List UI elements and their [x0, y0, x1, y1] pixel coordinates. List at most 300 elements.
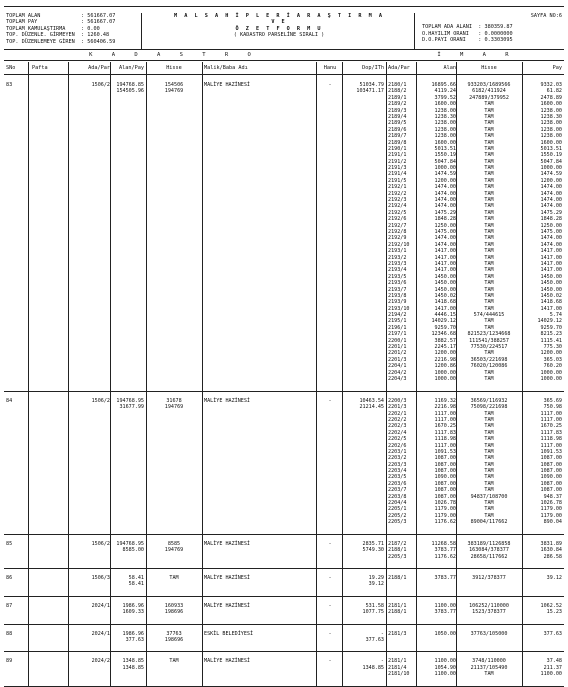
imar-value: 3882.57 — [434, 337, 456, 344]
imar-label: İ M A R — [437, 52, 517, 58]
column-headers — [4, 62, 564, 75]
imar-value: 2193/4 — [388, 267, 407, 274]
cell-imar-alan — [418, 631, 456, 637]
cell-imar-pay — [524, 398, 562, 526]
total-value: : 0.00 — [80, 25, 100, 32]
imar-value: 1238.00 — [434, 107, 456, 114]
imar-value: TAM — [484, 506, 494, 513]
imar-value: 1238.00 — [540, 120, 562, 127]
imar-value: TAM — [484, 487, 494, 494]
imar-value: 5.74 — [549, 312, 562, 319]
imar-value: 2202/5 — [388, 436, 407, 443]
ratio-label: O.HAYILIM ORANI — [422, 30, 479, 37]
imar-value: 1115.41 — [540, 337, 562, 344]
imar-value: 76020/120086 — [470, 363, 508, 370]
imar-value: 36503/221698 — [470, 356, 508, 363]
imar-value: 1474.00 — [540, 203, 562, 210]
imar-value: 1417.00 — [434, 254, 456, 261]
imar-value: 286.58 — [543, 553, 562, 560]
records-table — [4, 76, 564, 687]
imar-value: 2192/8 — [388, 228, 407, 235]
imar-value: 1062.52 — [540, 602, 562, 609]
imar-value: 1090.00 — [434, 474, 456, 481]
cell-imar-pay — [524, 82, 562, 382]
ratio-block — [422, 13, 562, 44]
imar-value: 2189/6 — [388, 126, 407, 133]
imar-value: 2181/1 — [388, 658, 407, 665]
column-divider — [386, 62, 387, 687]
imar-value: 2192/6 — [388, 216, 407, 223]
imar-value: 365.03 — [543, 356, 562, 363]
cell-imar-hisse — [456, 398, 522, 526]
imar-value: 1000.00 — [434, 375, 456, 382]
cell-hanu: - — [328, 540, 332, 547]
imar-value: 1475.00 — [434, 228, 456, 235]
imar-value: 1179.00 — [434, 506, 456, 513]
imar-value: TAM — [484, 165, 494, 172]
imar-value: 2190/1 — [388, 145, 407, 152]
imar-value: 1087.00 — [434, 455, 456, 462]
imar-value: TAM — [484, 324, 494, 331]
cell-imar-ada-par — [388, 658, 418, 677]
column-header: Dop/ITh — [362, 65, 384, 71]
imar-value: 2245.17 — [434, 344, 456, 351]
imar-value: TAM — [484, 474, 494, 481]
imar-value: 1200.00 — [434, 350, 456, 357]
imar-value: 1417.00 — [540, 305, 562, 312]
imar-value: 1670.25 — [434, 423, 456, 430]
imar-value: 1117.00 — [434, 416, 456, 423]
imar-value: 21137/105490 — [470, 664, 508, 671]
imar-value: TAM — [484, 197, 494, 204]
imar-value: TAM — [484, 410, 494, 417]
imar-value: 1087.00 — [434, 461, 456, 468]
cell-alan-pay: 194768.95 31677.99 — [116, 397, 144, 411]
cell-hisse: 37763 198696 — [164, 630, 184, 643]
imar-value: 1474.00 — [540, 190, 562, 197]
imar-value: 1200.00 — [434, 177, 456, 184]
imar-value: 2205/3 — [388, 553, 407, 560]
imar-value: 2204/2 — [388, 369, 407, 376]
imar-value: TAM — [484, 203, 494, 210]
imar-value: 1176.62 — [434, 519, 456, 526]
imar-value: 1630.84 — [540, 547, 562, 554]
imar-value: TAM — [484, 158, 494, 165]
cell-hisse: 31678 194769 — [164, 397, 184, 411]
imar-value: 5013.51 — [540, 145, 562, 152]
imar-value: 2197/1 — [388, 331, 407, 338]
imar-value: 1474.00 — [540, 235, 562, 242]
imar-value: 1000.00 — [540, 375, 562, 382]
imar-value: 1026.78 — [434, 500, 456, 507]
imar-value: 2193/1 — [388, 248, 407, 255]
imar-value: 9259.70 — [540, 324, 562, 331]
imar-value: 1550.19 — [540, 152, 562, 159]
imar-value: 1600.00 — [540, 139, 562, 146]
imar-value: 2188/2 — [388, 88, 407, 95]
cell-imar-alan — [418, 541, 456, 560]
total-value: : 561667.07 — [80, 19, 116, 26]
column-header: Alan — [443, 65, 456, 71]
imar-value: 2191/1 — [388, 152, 407, 159]
imar-value: TAM — [484, 190, 494, 197]
imar-value: 1848.28 — [540, 216, 562, 223]
table-row — [4, 76, 564, 392]
cell-dop: 2835.71 5749.30 — [362, 540, 384, 554]
cell-imar-ada-par — [388, 575, 418, 581]
imar-value: 1417.00 — [434, 267, 456, 274]
imar-value: 2201/2 — [388, 350, 407, 357]
cell-imar-alan — [418, 398, 456, 526]
imar-value: 37.48 — [546, 658, 562, 665]
imar-value: 2189/3 — [388, 107, 407, 114]
imar-value: 1117.83 — [434, 429, 456, 436]
imar-value: 2193/2 — [388, 254, 407, 261]
total-label: TOPLAM ALAN — [6, 13, 81, 19]
imar-value: 1200.00 — [540, 350, 562, 357]
column-header: Alan/Pay — [119, 65, 144, 71]
ratio-value: : 380359.87 — [478, 24, 513, 31]
imar-value: 1450.00 — [540, 273, 562, 280]
column-header: Ada/Par — [388, 65, 410, 71]
cell-sno: 88 — [6, 630, 13, 637]
cell-hisse: TAM — [169, 574, 179, 581]
cell-alan-pay: 1986.96 377.63 — [122, 630, 144, 643]
table-row — [4, 652, 564, 686]
ratio-value: : 0.3303095 — [478, 37, 513, 44]
imar-value: 4446.15 — [434, 312, 456, 319]
imar-value: 1200.86 — [434, 363, 456, 370]
total-label: TOPLAM KAMULAŞTIRMA — [6, 25, 81, 32]
cell-imar-hisse — [456, 82, 522, 382]
cell-malik: MALİYE HAZİNESİ — [204, 82, 251, 88]
imar-value: 1600.00 — [540, 101, 562, 108]
imar-value: TAM — [484, 423, 494, 430]
imar-value: 12346.68 — [431, 331, 456, 338]
cell-ada-par: 2024/2 — [91, 658, 110, 665]
column-divider — [342, 62, 343, 687]
imar-value: 2478.89 — [540, 94, 562, 101]
imar-value: 1450.00 — [434, 280, 456, 287]
column-header: SNo — [6, 65, 16, 71]
imar-value: 890.04 — [543, 519, 562, 526]
imar-value: 2203/1 — [388, 448, 407, 455]
imar-value: 2203/6 — [388, 480, 407, 487]
cell-ada-par: 1506/2 — [91, 540, 110, 547]
imar-value: 760.20 — [543, 363, 562, 370]
imar-value: TAM — [484, 248, 494, 255]
imar-value: 1474.00 — [434, 241, 456, 248]
imar-value: 1600.00 — [434, 139, 456, 146]
imar-value: 1474.00 — [540, 197, 562, 204]
cell-sno: 84 — [6, 397, 13, 404]
imar-value: 2193/9 — [388, 299, 407, 306]
cell-hanu: - — [328, 397, 332, 404]
imar-value: 2191/2 — [388, 158, 407, 165]
imar-value: TAM — [484, 273, 494, 280]
imar-value: 1000.00 — [434, 369, 456, 376]
cell-imar-pay — [524, 541, 562, 560]
cell-hisse: TAM — [169, 658, 179, 665]
imar-value: 2200/1 — [388, 337, 407, 344]
imar-value: TAM — [484, 286, 494, 293]
cell-sno: 86 — [6, 574, 13, 581]
imar-value: 2196/1 — [388, 324, 407, 331]
total-label: TOPLAM PAY — [6, 19, 81, 26]
imar-value: 1000.00 — [434, 165, 456, 172]
imar-value: TAM — [484, 254, 494, 261]
table-row — [4, 535, 564, 569]
imar-value: 1450.02 — [540, 292, 562, 299]
imar-value: 14029.12 — [537, 318, 562, 325]
imar-value: 2189/5 — [388, 120, 407, 127]
ratio-row — [422, 37, 562, 43]
imar-value: 3783.77 — [434, 609, 456, 616]
cell-alan-pay: 58.41 58.41 — [128, 574, 144, 588]
imar-value: 1474.00 — [434, 184, 456, 191]
imar-value: 2194/2 — [388, 312, 407, 319]
imar-value: 3748/110000 — [472, 658, 506, 665]
column-divider — [316, 62, 317, 687]
imar-value: 1238.00 — [540, 126, 562, 133]
imar-value: 1474.59 — [434, 171, 456, 178]
column-divider — [146, 62, 147, 687]
imar-value: 3783.77 — [434, 547, 456, 554]
imar-value: 383189/1126858 — [467, 540, 511, 547]
imar-value: TAM — [484, 120, 494, 127]
imar-value: 1200.00 — [540, 177, 562, 184]
table-row — [4, 392, 564, 535]
imar-value: 2189/7 — [388, 133, 407, 140]
imar-value: 1091.53 — [540, 448, 562, 455]
imar-value: TAM — [484, 442, 494, 449]
page-number: SAYFA NO:6 — [530, 13, 562, 19]
cell-imar-ada-par — [388, 603, 418, 616]
imar-value: 2204/4 — [388, 500, 407, 507]
cell-imar-ada-par — [388, 541, 418, 560]
imar-value: 2203/2 — [388, 455, 407, 462]
imar-value: 1176.62 — [434, 553, 456, 560]
imar-value: TAM — [484, 416, 494, 423]
imar-value: 1117.00 — [540, 442, 562, 449]
imar-value: TAM — [484, 222, 494, 229]
imar-value: 2191/3 — [388, 165, 407, 172]
imar-value: 1087.00 — [434, 480, 456, 487]
imar-value: 2189/1 — [388, 94, 407, 101]
cell-imar-hisse — [456, 541, 522, 560]
imar-value: 1474.00 — [540, 184, 562, 191]
cell-hanu: - — [328, 602, 332, 609]
imar-value: 2191/5 — [388, 177, 407, 184]
imar-value: 1054.90 — [434, 664, 456, 671]
imar-value: TAM — [484, 152, 494, 159]
column-header: Ada/Par — [88, 65, 110, 71]
total-row — [6, 39, 141, 45]
imar-value: 2202/2 — [388, 416, 407, 423]
cell-sno: 89 — [6, 658, 13, 665]
table-row — [4, 569, 564, 597]
imar-value: 2181/1 — [388, 602, 407, 609]
imar-value: 2195/1 — [388, 318, 407, 325]
imar-value: 89004/117662 — [470, 519, 508, 526]
imar-value: 1417.00 — [434, 260, 456, 267]
column-divider — [416, 62, 417, 687]
cell-imar-pay — [524, 631, 562, 637]
imar-value: TAM — [484, 671, 494, 678]
imar-value: 2192/5 — [388, 209, 407, 216]
imar-value: 1450.00 — [434, 286, 456, 293]
imar-value: TAM — [484, 369, 494, 376]
imar-value: 1418.68 — [434, 299, 456, 306]
imar-value: 1417.00 — [434, 305, 456, 312]
imar-value: 61.82 — [546, 88, 562, 95]
imar-value: 1087.00 — [540, 468, 562, 475]
imar-value: 2191/4 — [388, 171, 407, 178]
imar-value: 3831.89 — [540, 540, 562, 547]
imar-value: 75098/221698 — [470, 404, 508, 411]
imar-value: 1238.30 — [540, 113, 562, 120]
imar-value: 1087.00 — [434, 468, 456, 475]
imar-value: 9259.70 — [434, 324, 456, 331]
imar-value: TAM — [484, 113, 494, 120]
cell-imar-hisse — [456, 658, 522, 677]
imar-value: 1450.00 — [434, 273, 456, 280]
cell-imar-hisse — [456, 631, 522, 637]
cell-sno: 85 — [6, 540, 13, 547]
imar-value: TAM — [484, 235, 494, 242]
imar-value: 2193/7 — [388, 286, 407, 293]
imar-value: 39.12 — [546, 574, 562, 581]
imar-value: 4119.24 — [434, 88, 456, 95]
column-divider — [522, 62, 523, 687]
imar-value: 933203/1689566 — [467, 82, 511, 88]
cell-sno: 83 — [6, 82, 13, 88]
imar-value: 2201/3 — [388, 356, 407, 363]
imar-value: 1117.00 — [540, 416, 562, 423]
cell-ada-par: 1506/3 — [91, 574, 110, 581]
imar-value: TAM — [484, 260, 494, 267]
imar-value: TAM — [484, 455, 494, 462]
imar-value: 2193/6 — [388, 280, 407, 287]
title-line-4: ( KADASTRO PARSELİNE SIRALI ) — [233, 32, 325, 39]
imar-value: 5013.51 — [434, 145, 456, 152]
imar-value: TAM — [484, 280, 494, 287]
cell-alan-pay: 194768.85 154505.96 — [116, 82, 144, 95]
imar-value: 16895.66 — [431, 82, 456, 88]
totals-block — [6, 13, 142, 49]
imar-value: 2181/10 — [388, 671, 410, 678]
imar-value: 1250.00 — [540, 222, 562, 229]
imar-value: 2192/7 — [388, 222, 407, 229]
cell-imar-alan — [418, 575, 456, 581]
imar-value: 1087.00 — [540, 480, 562, 487]
cell-alan-pay: 194768.95 8585.00 — [116, 540, 144, 554]
column-header: Hanu — [323, 65, 337, 71]
imar-value: 2188/1 — [388, 609, 407, 616]
imar-value: TAM — [484, 101, 494, 108]
imar-value: 2204/1 — [388, 363, 407, 370]
imar-value: 106252/110000 — [469, 602, 509, 609]
imar-value: 2192/9 — [388, 235, 407, 242]
imar-value: 1417.00 — [540, 260, 562, 267]
total-label: TOP. DÜZENLE. GİRMEYEN — [6, 32, 81, 39]
imar-value: 2216.98 — [434, 404, 456, 411]
imar-value: 2192/3 — [388, 197, 407, 204]
imar-value: 1474.59 — [540, 171, 562, 178]
imar-value: 1474.00 — [434, 197, 456, 204]
imar-value: 2193/3 — [388, 260, 407, 267]
column-divider — [110, 62, 111, 687]
imar-value: 1050.00 — [434, 630, 456, 637]
imar-value: 5047.84 — [434, 158, 456, 165]
imar-value: 1117.00 — [540, 410, 562, 417]
cell-alan-pay: 1986.96 1609.33 — [122, 602, 144, 616]
column-divider — [202, 62, 203, 687]
imar-value: 1475.29 — [540, 209, 562, 216]
cell-hisse: 160933 198696 — [164, 602, 184, 616]
title-line-3: Ö Z E T F O R M U — [235, 25, 323, 32]
imar-value: TAM — [484, 448, 494, 455]
total-value: : 561667.07 — [80, 13, 116, 19]
imar-value: 1087.00 — [540, 461, 562, 468]
imar-value: 1118.98 — [540, 436, 562, 443]
cell-dop: 531.58 1077.75 — [362, 602, 384, 616]
imar-value: 1600.00 — [434, 101, 456, 108]
imar-value: 2216.98 — [434, 356, 456, 363]
imar-value: TAM — [484, 500, 494, 507]
imar-value: 1450.00 — [540, 280, 562, 287]
imar-value: 2188/1 — [388, 547, 407, 554]
imar-value: TAM — [484, 126, 494, 133]
imar-value: TAM — [484, 139, 494, 146]
section-bar — [4, 50, 564, 61]
imar-value: 1238.00 — [540, 133, 562, 140]
imar-value: TAM — [484, 436, 494, 443]
cell-imar-pay — [524, 575, 562, 581]
table-row — [4, 597, 564, 625]
imar-value: 11268.58 — [431, 540, 456, 547]
imar-value: 1169.32 — [434, 397, 456, 404]
imar-value: 1475.00 — [540, 228, 562, 235]
cell-imar-hisse — [456, 575, 522, 581]
imar-value: 2181/4 — [388, 664, 407, 671]
imar-value: TAM — [484, 133, 494, 140]
cell-malik: MALİYE HAZİNESİ — [204, 397, 251, 404]
cell-imar-ada-par — [388, 82, 418, 382]
imar-value: 1238.00 — [434, 133, 456, 140]
imar-value: 2188/1 — [388, 574, 407, 581]
column-divider — [28, 62, 29, 687]
cell-hisse: 8585 194769 — [164, 540, 184, 554]
imar-value: 14029.12 — [431, 318, 456, 325]
imar-value: 1090.00 — [540, 474, 562, 481]
table-row — [4, 625, 564, 653]
imar-value: 2204/3 — [388, 375, 407, 382]
imar-value: 750.98 — [543, 404, 562, 411]
ratio-label: D.O.PAYI ORANI — [422, 37, 479, 44]
imar-value: 2189/8 — [388, 139, 407, 146]
imar-value: 1670.25 — [540, 423, 562, 430]
imar-value: 2189/2 — [388, 101, 407, 108]
imar-value: 1417.00 — [434, 248, 456, 255]
imar-value: 8215.23 — [540, 331, 562, 338]
imar-value: 1179.00 — [540, 512, 562, 519]
imar-value: 1417.00 — [540, 267, 562, 274]
imar-value: 3799.52 — [434, 94, 456, 101]
imar-value: TAM — [484, 350, 494, 357]
imar-value: TAM — [484, 241, 494, 248]
imar-value: 2192/1 — [388, 184, 407, 191]
